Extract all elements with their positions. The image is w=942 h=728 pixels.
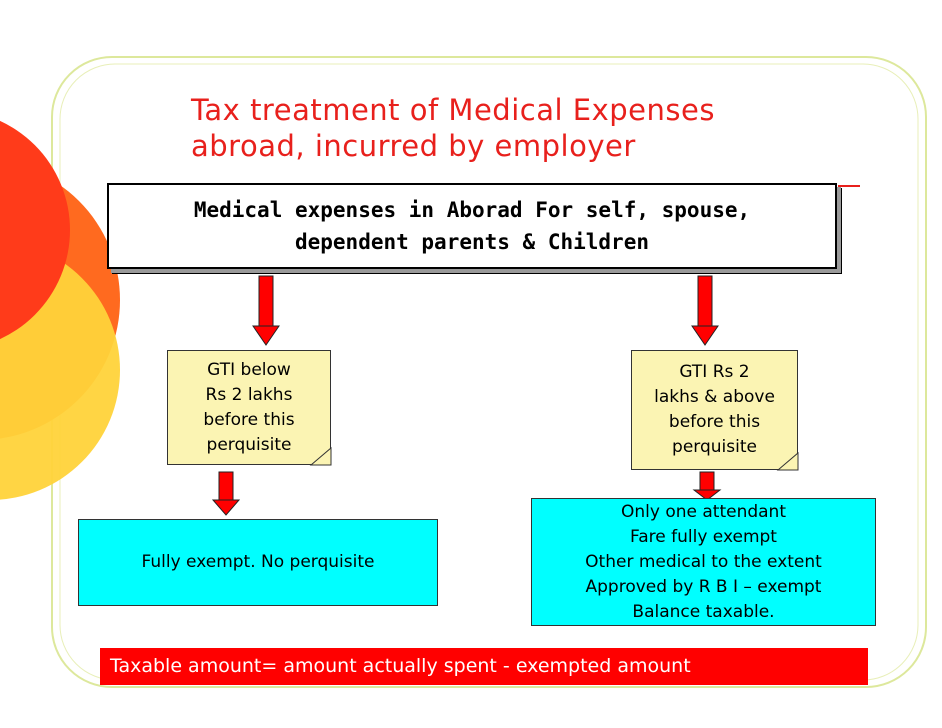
- right-note-fold: [778, 453, 798, 470]
- note-line: before this: [668, 412, 761, 432]
- left-result-text: Fully exempt. No perquisite: [141, 552, 375, 572]
- note-line: lakhs & above: [654, 387, 775, 407]
- result-line: Balance taxable.: [632, 601, 775, 622]
- footer-banner: [100, 648, 868, 685]
- title-line-2: abroad, incurred by employer: [191, 129, 636, 163]
- header-line-2: dependent parents & Children: [294, 230, 649, 254]
- right-result-box: [531, 498, 876, 626]
- note-line: perquisite: [206, 434, 292, 455]
- footer-text: Taxable amount= amount actually spent - exempted amount: [110, 655, 691, 677]
- result-line: Approved by R B I – exempt: [585, 576, 822, 597]
- result-line: Fare fully exempt: [630, 526, 777, 547]
- note-line: GTI below: [207, 359, 291, 380]
- title-line-1: Tax treatment of Medical Expenses: [191, 93, 715, 127]
- note-line: perquisite: [672, 437, 757, 457]
- result-line: Only one attendant: [620, 501, 786, 522]
- note-line: GTI Rs 2: [679, 362, 750, 382]
- note-line: before this: [203, 409, 295, 430]
- left-result-box: [78, 519, 438, 606]
- left-note-fold: [311, 448, 331, 465]
- note-line: Rs 2 lakhs: [205, 384, 293, 405]
- header-line-1: Medical expenses in Aborad For self, spouse,: [193, 198, 751, 222]
- result-line: Other medical to the extent: [585, 551, 822, 572]
